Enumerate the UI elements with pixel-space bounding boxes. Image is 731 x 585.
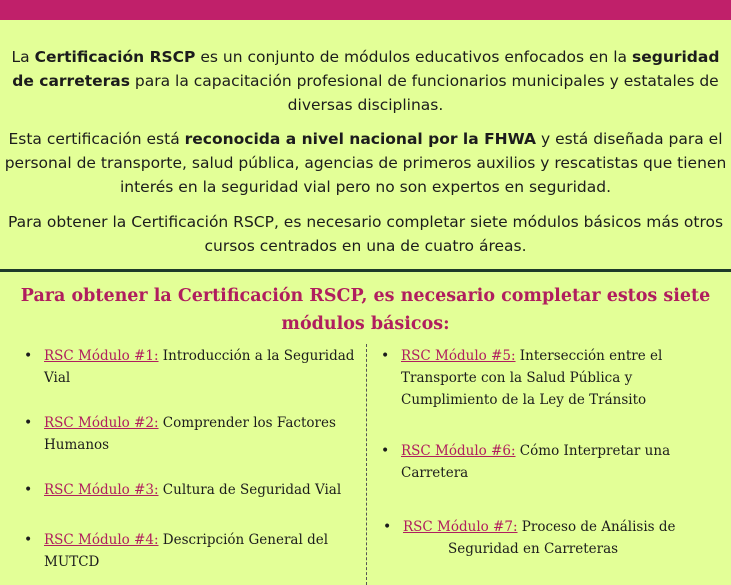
module-2-text: Comprender los Factores Humanos <box>44 415 336 453</box>
module-7-link[interactable]: RSC Módulo #7: <box>403 519 518 535</box>
p2-text-end: y está diseñada para el personal de transporte, salud pública, agencias de primeros auxilios y rescatistas que tienen interés en la seguridad vial pero no son expertos en seguridad. <box>4 130 727 196</box>
bullet-icon: • <box>24 415 33 431</box>
bullet-icon: • <box>24 348 33 364</box>
modules-heading: Para obtener la Certificación RSCP, es necesario completar estos siete módulos básicos: <box>20 286 711 334</box>
bullet-icon: • <box>381 348 390 364</box>
module-item-6 <box>381 440 701 484</box>
p1-text-middle: es un conjunto de módulos educativos enfocados en la <box>195 48 632 66</box>
top-color-bar <box>0 0 731 20</box>
module-4-text: Descripción General del MUTCD <box>44 532 329 570</box>
module-5-text: Intersección entre el Transporte con la Salud Pública y Cumplimiento de la Ley de Tránsito <box>401 348 663 408</box>
bullet-icon: • <box>381 443 390 459</box>
bullet-icon: • <box>24 482 33 498</box>
p1-text-start: La <box>11 48 35 66</box>
module-7-text-line-2: Seguridad en Carreteras <box>448 541 619 557</box>
module-6-text: Cómo Interpretar una Carretera <box>401 443 671 481</box>
p1-text-end: para la capacitación profesional de funcionarios municipales y estatales de diversas disciplinas. <box>129 72 719 114</box>
p1-bold-road-safety: seguridad de carreteras <box>12 48 720 90</box>
p2-bold-fhwa: reconocida a nivel nacional por la FHWA <box>184 130 537 148</box>
module-1-link[interactable]: RSC Módulo #1: <box>44 348 159 364</box>
module-7-text: Proceso de Análisis de <box>517 519 676 535</box>
intro-paragraph-1 <box>0 45 731 117</box>
module-5-link[interactable]: RSC Módulo #5: <box>401 348 516 364</box>
module-item-7 <box>383 516 703 560</box>
module-item-3 <box>24 479 364 501</box>
bullet-icon: • <box>24 532 33 548</box>
module-item-4 <box>24 529 344 573</box>
column-separator <box>366 344 367 585</box>
module-1-text: Introducción a la Seguridad Vial <box>44 348 355 386</box>
p1-bold-certification: Certificación RSCP <box>34 48 196 66</box>
intro-paragraph-2 <box>0 127 731 199</box>
bullet-icon: • <box>383 519 392 535</box>
module-2-link[interactable]: RSC Módulo #2: <box>44 415 159 431</box>
module-item-5 <box>381 345 701 411</box>
module-3-link[interactable]: RSC Módulo #3: <box>44 482 159 498</box>
module-6-link[interactable]: RSC Módulo #6: <box>401 443 516 459</box>
module-item-1 <box>24 345 364 389</box>
intro-paragraph-3: Para obtener la Certificación RSCP, es necesario completar siete módulos básicos más otros cursos centrados en una de cuatro áreas. <box>7 213 724 255</box>
module-item-2 <box>24 412 354 456</box>
module-4-link[interactable]: RSC Módulo #4: <box>44 532 159 548</box>
module-3-text: Cultura de Seguridad Vial <box>158 482 342 498</box>
section-divider <box>0 269 731 272</box>
p2-text-start: Esta certificación está <box>8 130 185 148</box>
